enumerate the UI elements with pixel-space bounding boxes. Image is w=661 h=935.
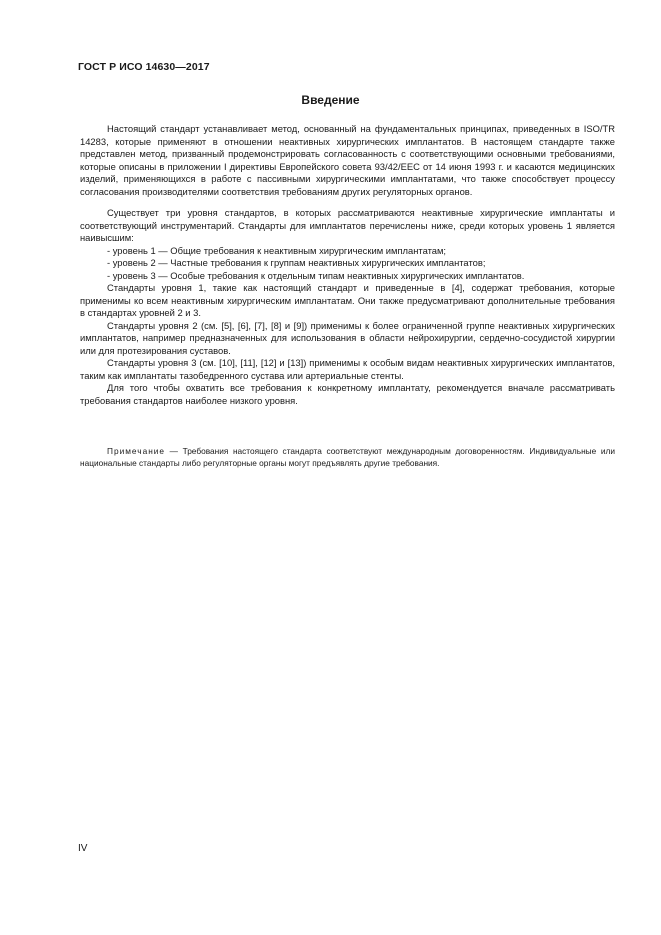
section-title: Введение: [301, 93, 360, 107]
paragraph-levels-intro: Существует три уровня стандартов, в которых рассматриваются неактивные хирургические имплантаты и соответствующий инструментарий. Стандарты для имплантатов перечислены ниже, среди которых уровень 1 является наивысшим:: [80, 207, 615, 243]
level-item-1: - уровень 1 — Общие требования к неактивным хирургическим имплантатам;: [107, 244, 447, 256]
level-item-2: - уровень 2 — Частные требования к группам неактивных хирургических имплантатов;: [107, 257, 486, 268]
paragraph-method: Настоящий стандарт устанавливает метод, основанный на фундаментальных принципах, приведенных в ISO/TR 14283, которые применяют в отношении неактивных хирургических имплантатов. В настоящем стандарте также представлен метод, призванный продемонстрировать согласованность с соответствующими основными требованиями, которые описаны в приложении I директивы Европейского совета 93/42/EEC от 14 июня 1993 г. и касаются медицинских изделий, применяющихся в работе с пассивными хирургическими имплантатами, что также способствует процессу согласования производителями соответствия требованиям других регуляторных органов.: [80, 123, 615, 197]
paragraph-level-2: Стандарты уровня 2 (см. [5], [6], [7], [8] и [9]) применимы к более ограниченной группе неактивных хирургических имплантатов, например предназначенных для использования в области нейрохирургии, сердечно-сосудистой хирургии или для протезирования суставов.: [80, 319, 615, 356]
paragraph-level-3: Стандарты уровня 3 (см. [10], [11], [12] и [13]) применимы к особым видам неактивных хирургических имплантатов, таким как имплантаты тазобедренного сустава или артериальные стенты.: [80, 357, 615, 381]
document-header: ГОСТ Р ИСО 14630—2017: [78, 61, 210, 73]
page-number: IV: [78, 843, 88, 854]
paragraph-recommendation: Для того чтобы охватить все требования к конкретному имплантату, рекомендуется вначале рассматривать требования стандартов наиболее низкого уровня.: [80, 382, 615, 406]
level-item-3: - уровень 3 — Особые требования к отдельным типам неактивных хирургических имплантатов.: [107, 269, 525, 281]
note-text: — Требования настоящего стандарта соответствуют международным договоренностям. Индивидуальные или национальные стандарты либо регуляторные органы могут предъявлять другие требования.: [80, 446, 615, 468]
note-label: Примечание: [107, 446, 166, 456]
note: [80, 445, 615, 469]
paragraph-level-1: Стандарты уровня 1, такие как настоящий стандарт и приведенные в [4], содержат требования, которые применимы ко всем неактивным хирургическим имплантатам. Они также предусматривают дополнительные требования в стандартах уровней 2 и 3.: [80, 282, 615, 318]
introduction-body: [80, 123, 615, 407]
